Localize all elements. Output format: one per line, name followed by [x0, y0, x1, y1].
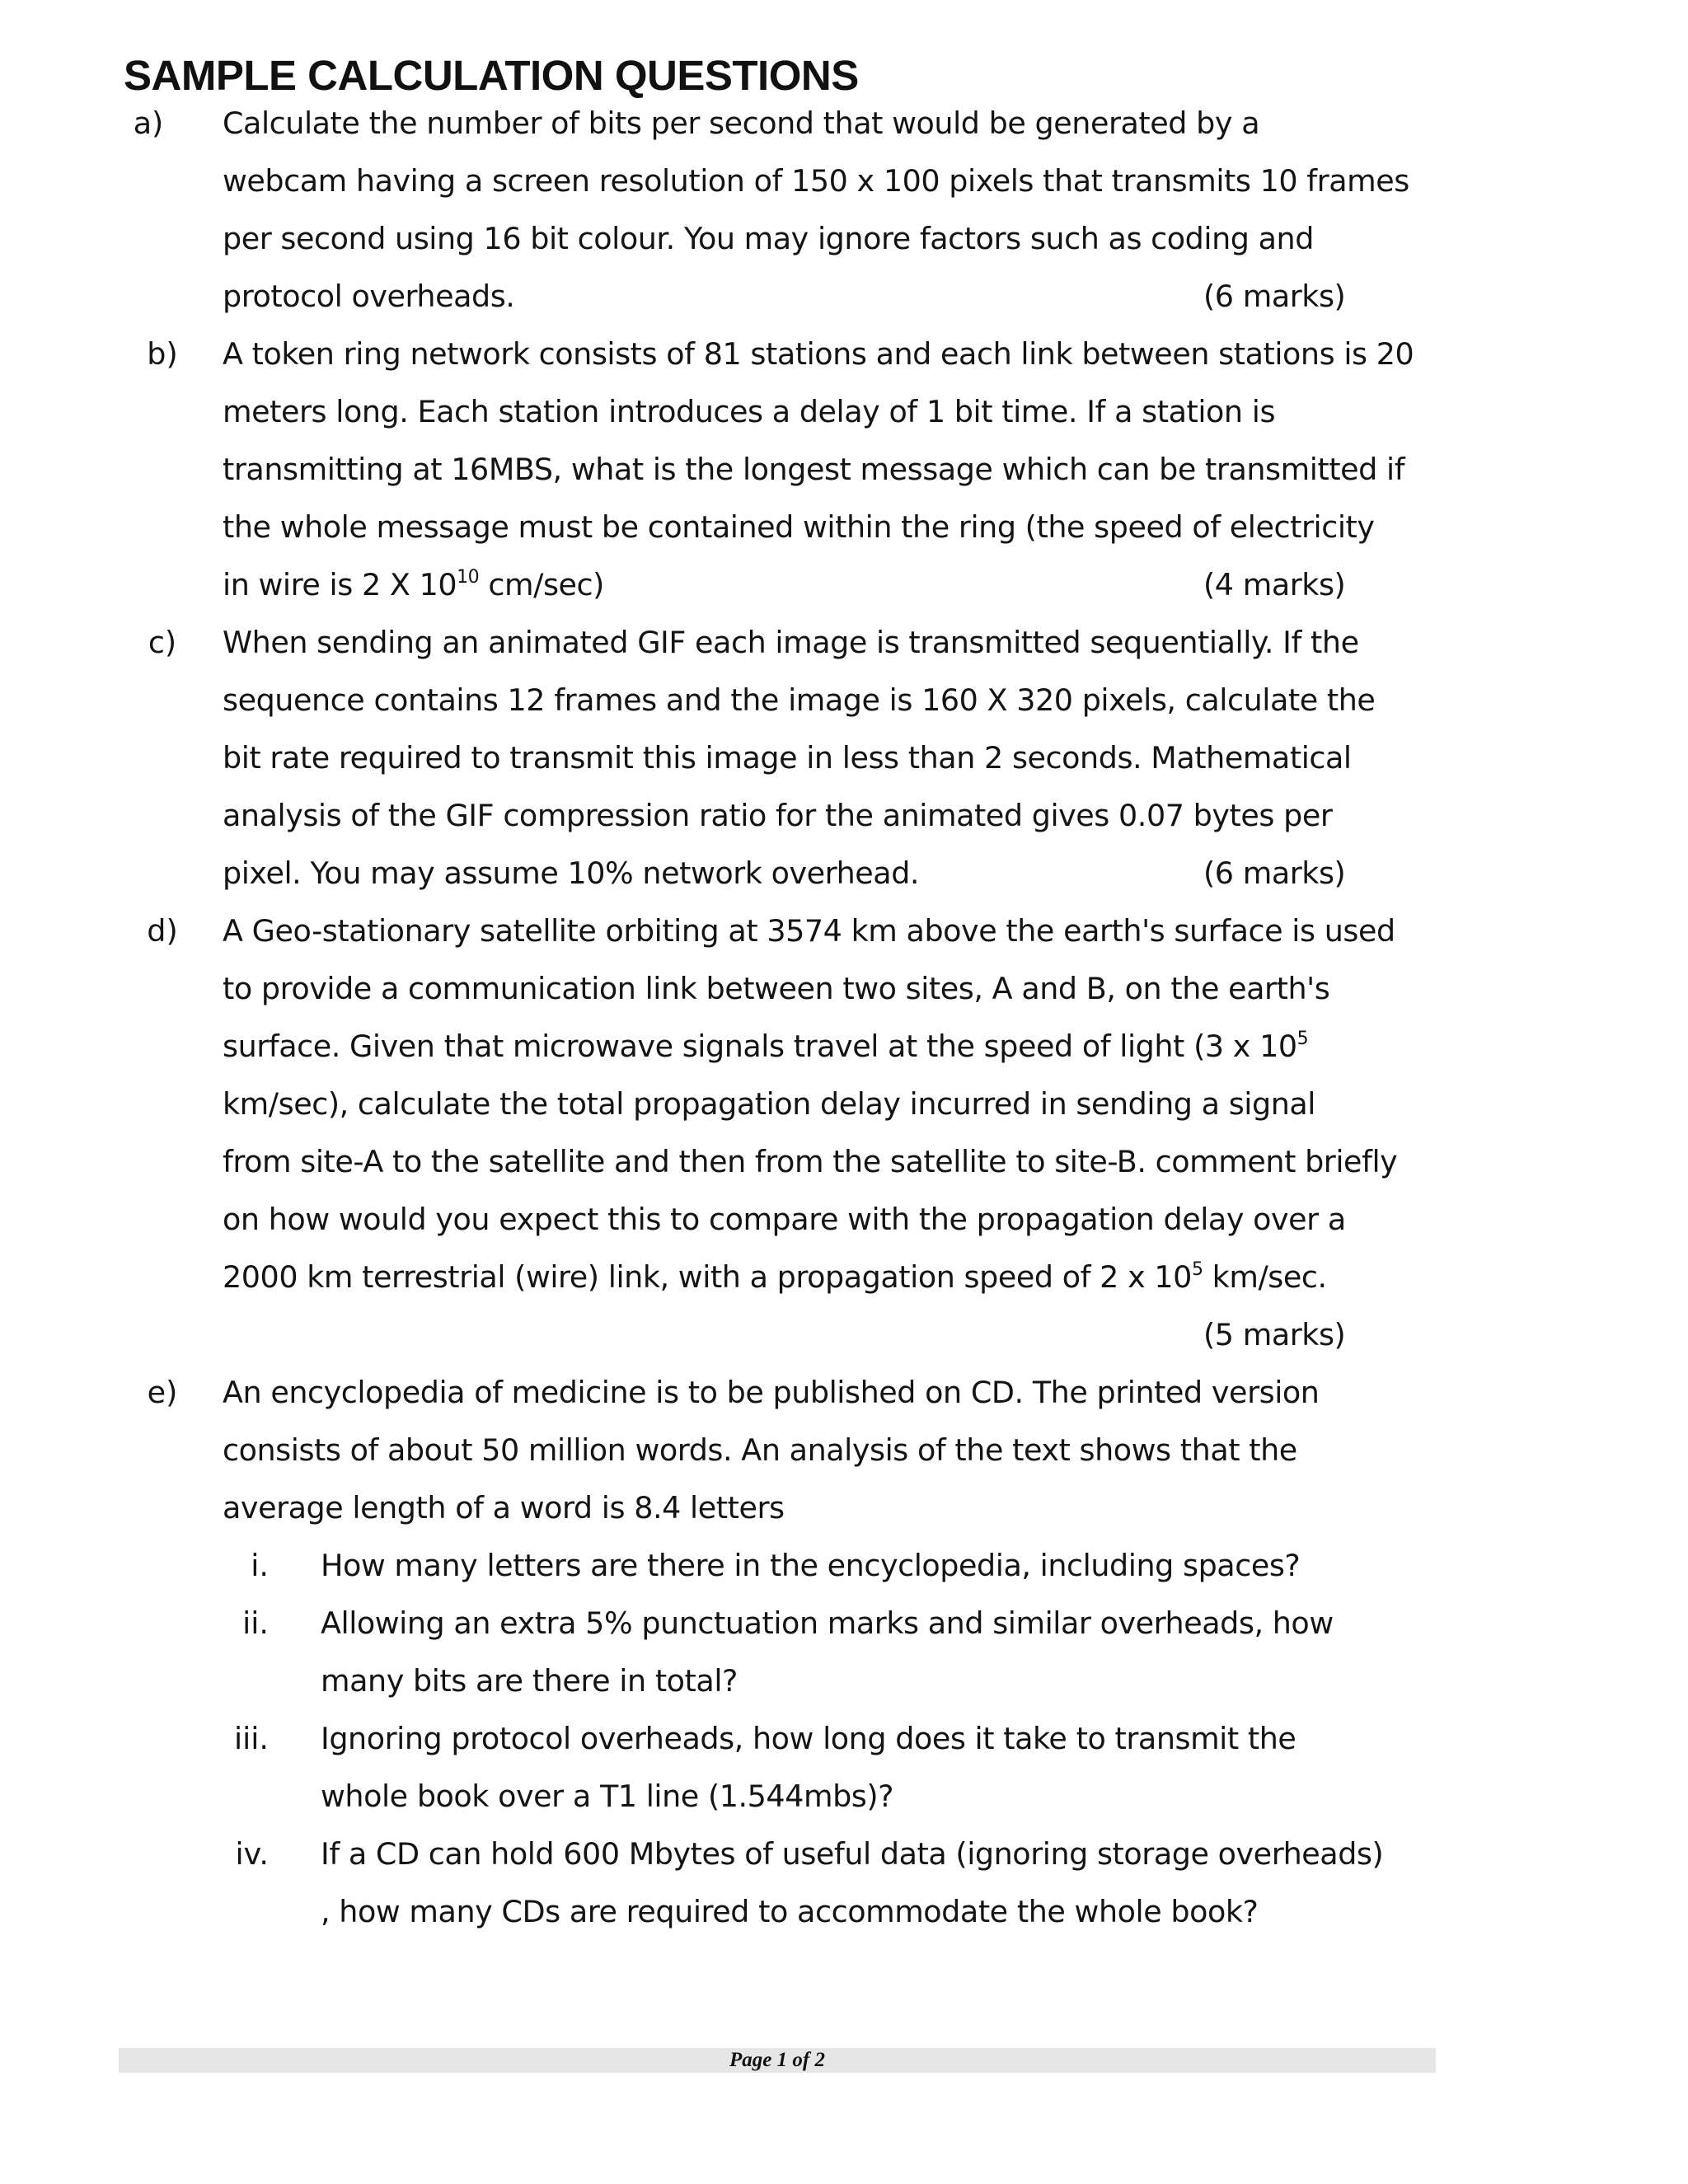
question-c-line-2: sequence contains 12 frames and the image is 160 X 320 pixels, calculate the [223, 682, 1376, 718]
question-a-line-4: protocol overheads. [223, 279, 515, 314]
question-a-marks: (6 marks) [1203, 279, 1346, 314]
subpart-iv-line-1: If a CD can hold 600 Mbytes of useful data (ignoring storage overheads) [321, 1836, 1384, 1872]
subpart-label-iii: iii. [233, 1721, 269, 1756]
page-number: Page 1 of 2 [729, 2049, 825, 2071]
subpart-label-ii: ii. [242, 1605, 269, 1641]
question-c-line-3: bit rate required to transmit this image in less than 2 seconds. Mathematical [223, 740, 1352, 776]
subpart-ii-line-2: many bits are there in total? [321, 1663, 738, 1699]
question-a-line-3: per second using 16 bit colour. You may ignore factors such as coding and [223, 221, 1314, 256]
question-e-line-1: An encyclopedia of medicine is to be published on CD. The printed version [223, 1375, 1320, 1410]
question-d-line-7 [223, 1249, 1327, 1306]
subpart-i-line-1: How many letters are there in the encyclopedia, including spaces? [321, 1548, 1301, 1583]
question-label-d: d) [147, 913, 178, 949]
question-b-line-4: the whole message must be contained within the ring (the speed of electricity [223, 509, 1375, 545]
question-d-line-5: from site-A to the satellite and then from the satellite to site-B. comment briefly [223, 1144, 1398, 1179]
question-b-line-5 [223, 556, 604, 614]
question-a-line-2: webcam having a screen resolution of 150 x 100 pixels that transmits 10 frames [223, 163, 1409, 199]
question-c-line-1: When sending an animated GIF each image is transmitted sequentially. If the [223, 625, 1359, 660]
question-d-line-7-text: 2000 km terrestrial (wire) link, with a propagation speed of 2 x 10 [223, 1259, 1192, 1295]
question-a-line-1: Calculate the number of bits per second that would be generated by a [223, 105, 1260, 141]
question-d-exponent-2: 5 [1191, 1259, 1203, 1280]
subpart-iii-line-1: Ignoring protocol overheads, how long does it take to transmit the [321, 1721, 1296, 1756]
question-c-marks: (6 marks) [1203, 855, 1346, 891]
subpart-label-i: i. [251, 1548, 269, 1583]
question-d-line-6: on how would you expect this to compare with the propagation delay over a [223, 1202, 1346, 1237]
subpart-ii-line-1: Allowing an extra 5% punctuation marks and similar overheads, how [321, 1605, 1334, 1641]
question-b-line-3: transmitting at 16MBS, what is the longest message which can be transmitted if [223, 452, 1405, 487]
subpart-iii-line-2: whole book over a T1 line (1.544mbs)? [321, 1779, 894, 1814]
question-b-line-5-tail: cm/sec) [479, 567, 604, 602]
question-b-line-1: A token ring network consists of 81 stations and each link between stations is 20 [223, 336, 1414, 372]
question-c-line-5: pixel. You may assume 10% network overhead. [223, 855, 920, 891]
question-d-line-7-tail: km/sec. [1203, 1259, 1327, 1295]
page-title: SAMPLE CALCULATION QUESTIONS [124, 52, 859, 99]
question-d-line-1: A Geo-stationary satellite orbiting at 3574 km above the earth's surface is used [223, 913, 1395, 949]
question-d-line-2: to provide a communication link between two sites, A and B, on the earth's [223, 971, 1330, 1006]
question-d-line-3 [223, 1018, 1308, 1076]
question-label-c: c) [148, 625, 177, 660]
question-e-line-3: average length of a word is 8.4 letters [223, 1490, 785, 1526]
question-label-a: a) [133, 105, 164, 141]
question-d-line-4: km/sec), calculate the total propagation delay incurred in sending a signal [223, 1086, 1315, 1122]
question-b-exponent: 10 [457, 567, 480, 588]
page-footer [119, 2048, 1436, 2073]
question-c-line-4: analysis of the GIF compression ratio for the animated gives 0.07 bytes per [223, 798, 1333, 833]
question-b-marks: (4 marks) [1203, 567, 1346, 602]
question-label-b: b) [147, 336, 178, 372]
question-d-line-3-text: surface. Given that microwave signals travel at the speed of light (3 x 10 [223, 1029, 1297, 1064]
subpart-iv-line-2: , how many CDs are required to accommodate the whole book? [321, 1894, 1259, 1929]
question-b-line-5-text: in wire is 2 X 10 [223, 567, 457, 602]
question-d-marks: (5 marks) [1203, 1317, 1346, 1352]
subpart-label-iv: iv. [235, 1836, 269, 1872]
question-b-line-2: meters long. Each station introduces a delay of 1 bit time. If a station is [223, 394, 1276, 429]
question-e-line-2: consists of about 50 million words. An analysis of the text shows that the [223, 1432, 1297, 1468]
question-label-e: e) [147, 1375, 178, 1410]
question-d-exponent-1: 5 [1296, 1029, 1309, 1049]
